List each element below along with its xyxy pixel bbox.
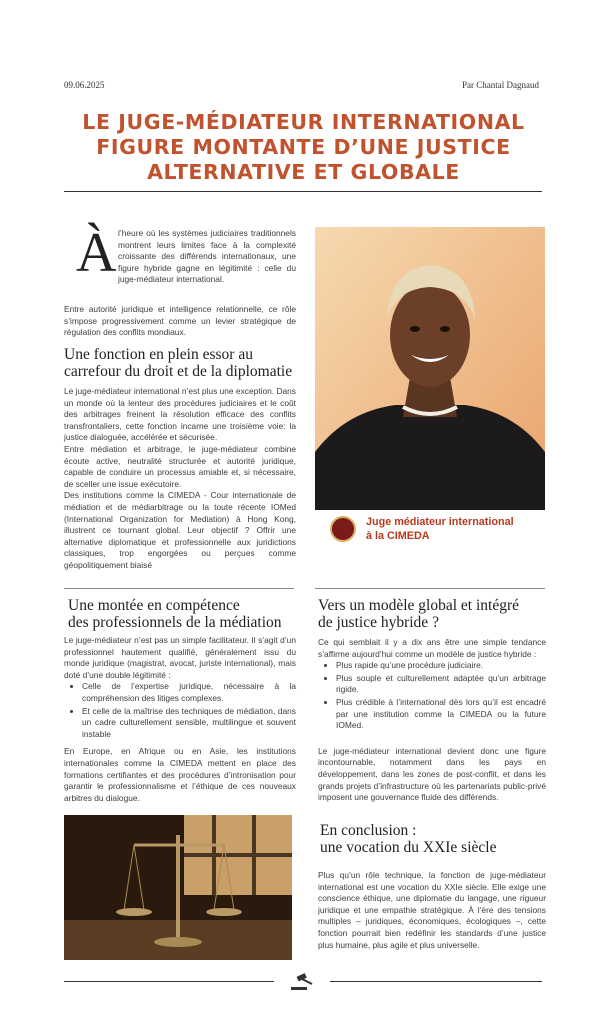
- section4-heading: [320, 822, 550, 856]
- section4-paragraph: Plus qu’un rôle technique, la fonction de juge-médiateur international est une vocation du XXIe siècle. Elle exige une conscience éthique, une diplomatie du langage, une rigueur juridique et une empathie stratégique. À l’ère des tensions multiples – juridiques, économiques, écologiques –, cette fonction pourrait bien redéfinir les standards d’une justice plus humaine, plus agile et plus universelle.: [318, 870, 546, 950]
- section1-paragraph: Des institutions comme la CIMEDA - Cour internationale de médiation et de médiarbitrage ou la toute récente IOMed (International Organization for Mediation) à Hong Kong, illustrent ce tournant global. Leur objectif ? Offrir une alternative diplomatique et professionnelle aux juridictions classiques, trop engorgées ou perçues comme géopolitiquement biaisé: [64, 490, 296, 570]
- column-divider-right: [315, 588, 545, 589]
- list-item: • Plus crédible à l’international dès lors qu’il est encadré par une institution comme la CIMEDA ou la future IOMed.: [336, 697, 546, 732]
- cimeda-logo: [330, 516, 356, 542]
- list-item: • Plus rapide qu’une procédure judiciaire.: [336, 660, 546, 672]
- title-line-3: ALTERNATIVE ET GLOBALE: [147, 160, 460, 184]
- section4-heading-line1: En conclusion :: [320, 822, 417, 839]
- section1-heading: [64, 346, 304, 380]
- column-divider-left: [64, 588, 294, 589]
- list-item: • Celle de l’expertise juridique, nécessaire à la compréhension des litiges complexes.: [82, 681, 296, 704]
- title-line-1: LE JUGE-MÉDIATEUR INTERNATIONAL: [82, 110, 525, 134]
- footer-rule-left: [64, 981, 274, 982]
- scales-of-justice-photo: [64, 815, 292, 960]
- section3-paragraph: Le juge-médiateur international devient donc une figure incontournable, notamment dans les pays en développement, dans les zones de post-conflit, et dans les grands projets d’infrastructure où les partenariats public-privé imposent une gouvernance fluide des différends.: [318, 745, 546, 803]
- section2-bullet-list: [64, 681, 296, 740]
- gavel-icon: [288, 972, 316, 992]
- scales-illustration: [64, 815, 292, 960]
- section1-heading-line1: Une fonction en plein essor au: [64, 346, 253, 363]
- drop-cap: À: [76, 222, 117, 284]
- portrait-photo: [315, 227, 545, 510]
- section2-paragraph: Le juge-médiateur n’est pas un simple facilitateur. Il s’agit d’un professionnel hautement qualifié, généralement issu du monde juridique (magistrat, avocat, juriste international), mais doté d’une double légitimité :: [64, 635, 296, 680]
- section3-paragraph: Ce qui semblait il y a dix ans être une simple tendance s’affirme aujourd’hui comme un modèle de justice hybride :: [318, 637, 546, 659]
- list-item: • Et celle de la maîtrise des techniques de médiation, dans un cadre culturellement sensible, multilingue et souvent instable: [82, 706, 296, 741]
- title-line-2: FIGURE MONTANTE D’UNE JUSTICE: [96, 135, 511, 159]
- publish-date: 09.06.2025: [64, 80, 105, 90]
- intro-lead: l’heure où les systèmes judiciaires traditionnels montrent leurs limites face à la complexité croissante des différends internationaux, une figure hybride gagne en légitimité : celle du juge-médiateur international.: [118, 228, 296, 285]
- section1-body: [64, 386, 296, 572]
- section1-heading-line2: carrefour du droit et de la diplomatie: [64, 363, 293, 380]
- title-divider: [64, 191, 542, 192]
- intro-paragraph: Entre autorité juridique et intelligence relationnelle, ce rôle s’impose progressivement comme un levier stratégique de régulation des conflits mondiaux.: [64, 304, 296, 338]
- section2-heading-line1: Une montée en compétence: [68, 597, 240, 614]
- list-item: • Plus souple et culturellement adaptée qu’un arbitrage rigide.: [336, 673, 546, 696]
- section2-heading: [68, 597, 298, 631]
- page-title: [40, 110, 567, 185]
- section2-body: [64, 635, 296, 804]
- section2-paragraph: En Europe, en Afrique ou en Asie, les institutions internationales comme la CIMEDA mettent en place des formations certifiantes et des procédures d’intronisation pour garantir le professionnalisme et l’éthique de ces nouveaux arbitres du dialogue.: [64, 746, 296, 803]
- footer-rule-right: [330, 981, 542, 982]
- photo-caption-line1: Juge médiateur international: [366, 516, 514, 528]
- section3-heading-line1: Vers un modèle global et intégré: [318, 597, 520, 614]
- section4-heading-line2: une vocation du XXIe siècle: [320, 839, 497, 856]
- author-byline: Par Chantal Dagnaud: [462, 80, 539, 90]
- portrait-illustration: [315, 227, 545, 510]
- section3-body: [318, 637, 546, 804]
- section1-paragraph: Le juge-médiateur international n’est plus une exception. Dans un monde où la lenteur des procédures judiciaires et le coût des arbitrages freinent la résolution efficace des conflits transfrontaliers, cette fonction incarne une troisième voie: la justice dialoguée, accélérée et sécurisée.: [64, 386, 296, 443]
- section2-heading-line2: des professionnels de la médiation: [68, 614, 282, 631]
- section1-paragraph: Entre médiation et arbitrage, le juge-médiateur combine écoute active, neutralité structurée et autorité juridique, capable de conduire un processus amiable et, si nécessaire, de sceller une issue exécutoire.: [64, 443, 296, 489]
- section3-bullet-list: [318, 660, 546, 732]
- section3-heading-line2: de justice hybride ?: [318, 614, 439, 631]
- photo-caption: [366, 515, 514, 543]
- photo-caption-line2: à la CIMEDA: [366, 530, 430, 542]
- section3-heading: [318, 597, 558, 631]
